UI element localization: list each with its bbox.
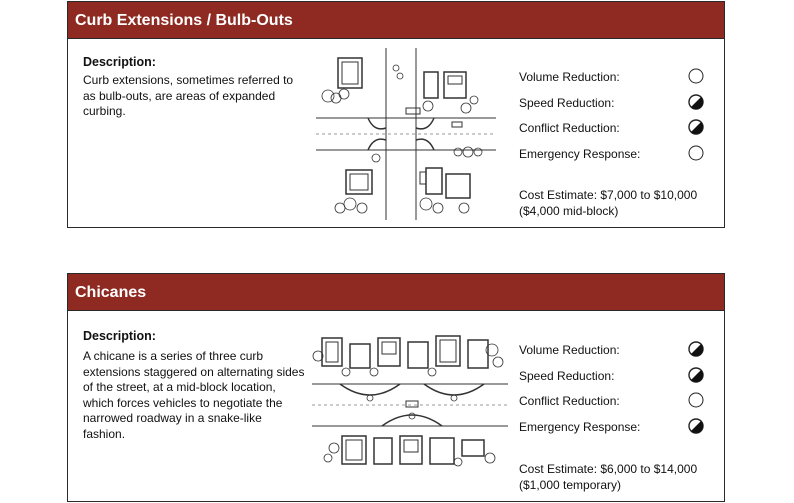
rating-conflict-reduction: [519, 392, 704, 418]
empty-circle-icon: [688, 392, 704, 408]
half-filled-circle-icon: [688, 94, 704, 110]
rating-volume-reduction: [519, 68, 704, 94]
half-filled-circle-icon: [688, 119, 704, 135]
cost-estimate-note: ($1,000 temporary): [519, 478, 622, 492]
rating-label: Emergency Response:: [519, 146, 641, 161]
rating-label: Speed Reduction:: [519, 95, 615, 110]
rating-label: Conflict Reduction:: [519, 394, 620, 408]
cost-estimate: [519, 461, 697, 493]
rating-speed-reduction: [519, 94, 704, 120]
section-title: Chicanes: [68, 274, 724, 311]
empty-circle-icon: [688, 68, 704, 84]
rating-label: Volume Reduction:: [519, 343, 620, 357]
half-filled-circle-icon: [688, 341, 704, 357]
curb-extensions-card: [67, 1, 725, 228]
cost-estimate-range: Cost Estimate: $7,000 to $10,000: [519, 188, 698, 202]
half-filled-circle-icon: [688, 418, 704, 434]
cost-estimate-range: Cost Estimate: $6,000 to $14,000: [519, 462, 698, 476]
curb-extension-illustration: [316, 48, 496, 220]
empty-circle-icon: [688, 145, 704, 161]
rating-label: Speed Reduction:: [519, 368, 615, 383]
section-title: Curb Extensions / Bulb-Outs: [68, 2, 724, 39]
cost-estimate: [519, 187, 697, 219]
half-filled-circle-icon: [688, 367, 704, 383]
description-heading: Description:: [83, 55, 156, 69]
description-text: A chicane is a series of three curb extensions staggered on alternating sides of the street, at a mid-block location, which forces vehicles to negotiate the narrowed roadway in a snake-like fashion.: [83, 349, 305, 441]
rating-label: Conflict Reduction:: [519, 121, 620, 135]
rating-volume-reduction: [519, 341, 704, 367]
rating-label: Volume Reduction:: [519, 70, 620, 84]
cost-estimate-note: ($4,000 mid-block): [519, 204, 619, 218]
ratings-list: [519, 341, 704, 443]
description-heading: Description:: [83, 329, 156, 343]
rating-conflict-reduction: [519, 119, 704, 145]
chicane-illustration: [312, 326, 508, 476]
rating-emergency-response: [519, 145, 704, 171]
chicanes-card: [67, 273, 725, 502]
rating-label: Emergency Response:: [519, 419, 641, 434]
ratings-list: [519, 68, 704, 170]
description-text: Curb extensions, sometimes referred to as bulb-outs, are areas of expanded curbing.: [83, 73, 294, 118]
rating-emergency-response: [519, 418, 704, 444]
rating-speed-reduction: [519, 367, 704, 393]
